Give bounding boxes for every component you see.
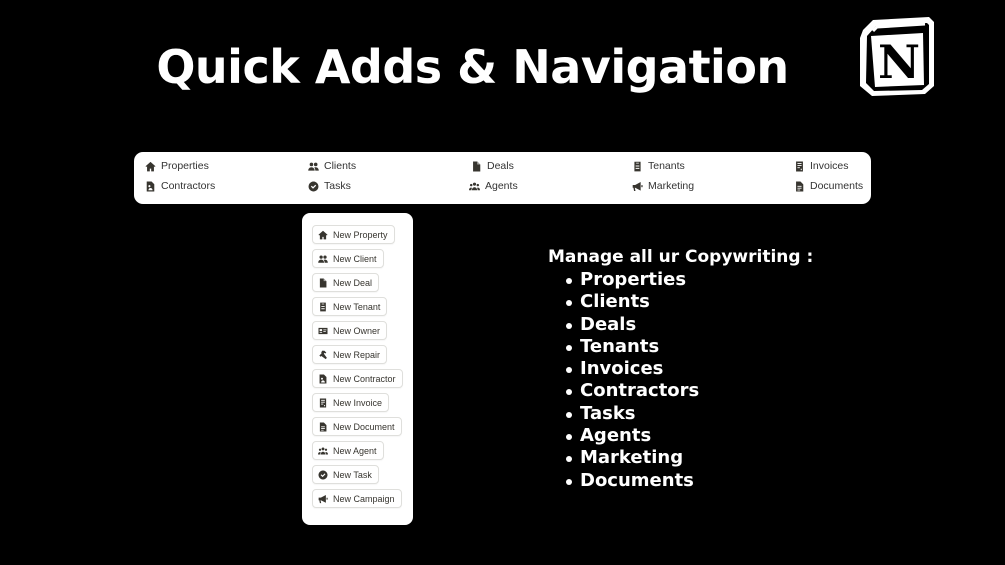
- button-label: New Repair: [333, 349, 381, 360]
- nav-contractors[interactable]: [145, 180, 215, 192]
- new-agent-button[interactable]: [312, 441, 384, 460]
- button-label: New Tenant: [333, 301, 381, 312]
- new-owner-button[interactable]: [312, 321, 387, 340]
- list-item: Tasks: [548, 403, 813, 425]
- nav-label: Deals: [487, 160, 514, 172]
- users-icon: [318, 254, 328, 264]
- page-title: Quick Adds & Navigation: [156, 40, 789, 94]
- new-repair-button[interactable]: [312, 345, 387, 364]
- check-circle-icon: [308, 181, 319, 192]
- notion-logo-letter: N: [877, 35, 921, 89]
- nav-label: Tasks: [324, 180, 351, 192]
- list-item: Properties: [548, 269, 813, 291]
- nav-deals[interactable]: [471, 160, 514, 172]
- nav-label: Agents: [485, 180, 518, 192]
- button-label: New Agent: [333, 445, 377, 456]
- nav-label: Documents: [810, 180, 864, 192]
- hammer-icon: [318, 350, 328, 360]
- doc-text-icon: [318, 422, 328, 432]
- invoice-icon: [794, 161, 805, 172]
- list-item: Marketing: [548, 447, 813, 469]
- manage-list: [548, 269, 813, 492]
- new-document-button[interactable]: [312, 417, 402, 436]
- nav-properties[interactable]: [145, 160, 209, 172]
- nav-marketing[interactable]: [632, 180, 694, 192]
- new-tenant-button[interactable]: [312, 297, 387, 316]
- quick-add-panel: [302, 213, 413, 525]
- nav-tasks[interactable]: [308, 180, 351, 192]
- list-item: Documents: [548, 470, 813, 492]
- nav-documents[interactable]: [794, 180, 863, 192]
- id-badge-icon: [318, 302, 328, 312]
- group-icon: [318, 446, 328, 456]
- home-icon: [145, 161, 156, 172]
- check-circle-icon: [318, 470, 328, 480]
- new-task-button[interactable]: [312, 465, 379, 484]
- button-label: New Contractor: [333, 373, 396, 384]
- list-item: Contractors: [548, 380, 813, 402]
- new-contractor-button[interactable]: [312, 369, 403, 388]
- nav-invoices[interactable]: [794, 160, 849, 172]
- button-label: New Campaign: [333, 493, 395, 504]
- document-icon: [318, 278, 328, 288]
- users-icon: [308, 161, 319, 172]
- nav-clients[interactable]: [308, 160, 356, 172]
- nav-label: Properties: [161, 160, 209, 172]
- list-item: Tenants: [548, 336, 813, 358]
- new-invoice-button[interactable]: [312, 393, 389, 412]
- nav-label: Marketing: [648, 180, 695, 192]
- button-label: New Client: [333, 253, 377, 264]
- group-icon: [469, 181, 480, 192]
- doc-person-icon: [145, 181, 156, 192]
- button-label: New Owner: [333, 325, 381, 336]
- doc-person-icon: [318, 374, 328, 384]
- new-property-button[interactable]: [312, 225, 395, 244]
- button-label: New Deal: [333, 277, 373, 288]
- button-label: New Invoice: [333, 397, 383, 408]
- megaphone-icon: [632, 181, 643, 192]
- nav-label: Contractors: [161, 180, 216, 192]
- list-item: Clients: [548, 291, 813, 313]
- document-icon: [471, 161, 482, 172]
- invoice-icon: [318, 398, 328, 408]
- nav-label: Clients: [324, 160, 357, 172]
- button-label: New Document: [333, 421, 395, 432]
- nav-label: Tenants: [648, 160, 685, 172]
- button-label: New Task: [333, 469, 372, 480]
- nav-label: Invoices: [810, 160, 849, 172]
- notion-logo-icon: [855, 14, 937, 98]
- id-badge-icon: [632, 161, 643, 172]
- navigation-bar: [134, 152, 871, 204]
- id-card-icon: [318, 326, 328, 336]
- list-item: Invoices: [548, 358, 813, 380]
- home-icon: [318, 230, 328, 240]
- button-label: New Property: [333, 229, 388, 240]
- new-client-button[interactable]: [312, 249, 384, 268]
- manage-section: [548, 247, 813, 492]
- megaphone-icon: [318, 494, 328, 504]
- new-deal-button[interactable]: [312, 273, 379, 292]
- new-campaign-button[interactable]: [312, 489, 402, 508]
- manage-heading: Manage all ur Copywriting :: [548, 247, 814, 267]
- doc-text-icon: [794, 181, 805, 192]
- list-item: Agents: [548, 425, 813, 447]
- nav-tenants[interactable]: [632, 160, 685, 172]
- nav-agents[interactable]: [469, 180, 518, 192]
- list-item: Deals: [548, 314, 813, 336]
